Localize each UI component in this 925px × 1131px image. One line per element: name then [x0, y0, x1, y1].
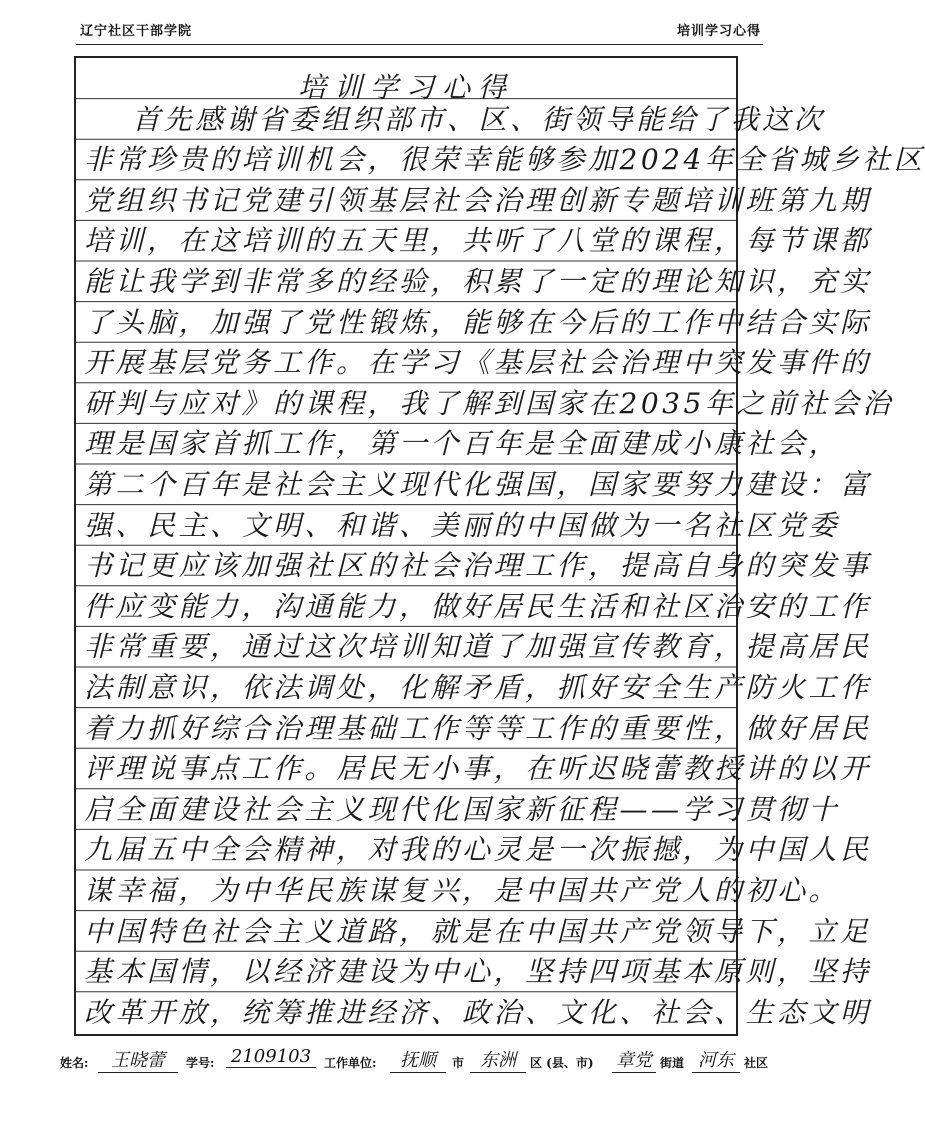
name-label: 姓名:: [60, 1056, 89, 1070]
essay-line: 基本国情，以经济建设为中心，坚持四项基本原则，坚持: [84, 955, 872, 989]
essay-line: 开展基层党务工作。在学习《基层社会治理中突发事件的: [84, 346, 872, 380]
district-suffix: 区 (县、市): [530, 1056, 594, 1070]
essay-line: 着力抓好综合治理基础工作等等工作的重要性，做好居民: [84, 711, 872, 745]
essay-line: 谋幸福，为中华民族谋复兴，是中国共产党人的初心。: [84, 874, 841, 907]
city-suffix: 市: [452, 1056, 465, 1070]
essay-line: 件应变能力，沟通能力，做好居民生活和社区治安的工作: [84, 589, 872, 623]
essay-line: 首先感谢省委组织部市、区、街领导能给了我这次: [132, 102, 826, 136]
street-value: 章党: [612, 1046, 656, 1073]
essay-line: 培训，在这培训的五天里，共听了八堂的课程，每节课都: [84, 224, 872, 258]
student-id-value: 2109103: [226, 1046, 316, 1068]
essay-line: 研判与应对》的课程，我了解到国家在2035年之前社会治: [84, 386, 894, 420]
city-value: 抚顺: [390, 1046, 446, 1073]
essay-line: 九届五中全会精神，对我的心灵是一次振撼，为中国人民: [84, 833, 872, 867]
student-id-label: 学号:: [186, 1056, 215, 1070]
essay-line: 中国特色社会主义道路，就是在中国共产党领导下，立足: [84, 914, 872, 948]
essay-line: 了头脑，加强了党性锻炼，能够在今后的工作中结合实际: [84, 305, 872, 339]
essay-line: 非常重要，通过这次培训知道了加强宣传教育，提高居民: [84, 630, 872, 664]
street-suffix: 街道: [660, 1056, 685, 1070]
essay-line: 强、民主、文明、和谐、美丽的中国做为一名社区党委: [84, 508, 841, 542]
essay-line: 第二个百年是社会主义现代化强国，国家要努力建设：富: [84, 468, 872, 501]
essay-line: 书记更应该加强社区的社会治理工作，提高自身的突发事: [84, 549, 872, 583]
essay-line: 非常珍贵的培训机会，很荣幸能够参加2024年全省城乡社区: [84, 143, 925, 177]
header-right-title: 培训学习心得: [676, 24, 761, 39]
writing-paper: [74, 56, 925, 1036]
community-value: 河东: [692, 1046, 740, 1073]
essay-title: 培训学习心得: [297, 71, 514, 104]
header-left-title: 辽宁社区干部学院: [80, 24, 193, 39]
essay-line: 改革开放，统筹推进经济、政治、文化、社会、生态文明: [84, 995, 872, 1029]
community-suffix: 社区: [744, 1056, 769, 1070]
essay-line: 评理说事点工作。居民无小事，在听迟晓蕾教授讲的以开: [84, 752, 872, 786]
essay-line: 理是国家首抓工作，第一个百年是全面建成小康社会，: [84, 427, 841, 461]
student-info-footer: [60, 1046, 769, 1076]
essay-line: 启全面建设社会主义现代化国家新征程——学习贯彻十: [84, 792, 841, 826]
name-value: 王晓蕾: [98, 1046, 178, 1073]
essay-line: 党组织书记党建引领基层社会治理创新专题培训班第九期: [84, 183, 872, 217]
essay-line: 能让我学到非常多的经验，积累了一定的理论知识，充实: [84, 265, 872, 298]
work-unit-label: 工作单位:: [324, 1056, 377, 1070]
essay-line: 法制意识，依法调处，化解矛盾，抓好安全生产防火工作: [84, 671, 872, 704]
district-value: 东洲: [470, 1046, 526, 1073]
header-rule: [76, 44, 763, 45]
